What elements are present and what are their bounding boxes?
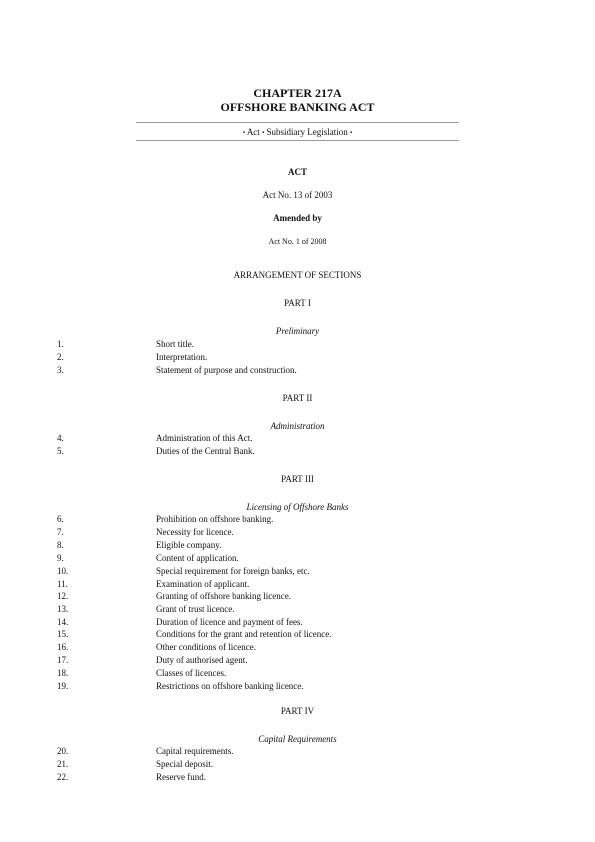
section-title: Special deposit. [156, 759, 213, 769]
section-number: 16. [57, 642, 69, 652]
section-row [0, 641, 595, 654]
section-title: Examination of applicant. [156, 579, 250, 589]
section-row [0, 745, 595, 758]
part-subheading: Administration [270, 421, 325, 431]
section-title: Interpretation. [156, 352, 208, 362]
section-title: Duration of licence and payment of fees. [156, 617, 303, 627]
section-number: 1. [57, 339, 64, 349]
act-label: ACT [287, 167, 307, 177]
section-title: Duties of the Central Bank. [156, 446, 255, 456]
section-number: 13. [57, 604, 69, 614]
nav-link-act[interactable]: Act [246, 127, 260, 137]
section-row [0, 680, 595, 693]
section-title: Other conditions of licence. [156, 642, 256, 652]
act-title: OFFSHORE BANKING ACT [220, 100, 375, 114]
section-row [0, 338, 595, 351]
section-title: Special requirement for foreign banks, etc. [156, 566, 310, 576]
part-heading: PART I [284, 298, 311, 308]
section-number: 5. [57, 446, 64, 456]
section-row [0, 758, 595, 771]
section-title: Necessity for licence. [156, 527, 234, 537]
arrangement-title: ARRANGEMENT OF SECTIONS [233, 270, 362, 280]
chapter-number: CHAPTER 217A [253, 86, 342, 100]
section-number: 19. [57, 681, 69, 691]
section-title: Granting of offshore banking licence. [156, 591, 292, 601]
section-number: 4. [57, 433, 64, 443]
section-number: 18. [57, 668, 69, 678]
section-row [0, 526, 595, 539]
section-row [0, 552, 595, 565]
section-row [0, 628, 595, 641]
section-number: 2. [57, 352, 64, 362]
part-subheading: Licensing of Offshore Banks [246, 502, 349, 512]
section-row [0, 603, 595, 616]
part-heading: PART II [282, 393, 313, 403]
section-row [0, 590, 595, 603]
document-nav [0, 126, 595, 139]
section-title: Reserve fund. [156, 772, 206, 782]
nav-bullet: ▪ [349, 130, 353, 136]
section-number: 21. [57, 759, 69, 769]
section-number: 9. [57, 553, 64, 563]
part-heading: PART III [281, 474, 314, 484]
section-title: Duty of authorised agent. [156, 655, 248, 665]
section-number: 11. [57, 579, 68, 589]
section-number: 8. [57, 540, 64, 550]
section-row [0, 539, 595, 552]
section-row [0, 667, 595, 680]
section-number: 10. [57, 566, 69, 576]
section-row [0, 565, 595, 578]
section-number: 3. [57, 365, 64, 375]
nav-link-subsidiary-legislation[interactable]: Subsidiary Legislation [266, 127, 348, 137]
section-number: 22. [57, 772, 69, 782]
act-number: Act No. 13 of 2003 [262, 190, 333, 200]
section-title: Conditions for the grant and retention of licence. [156, 629, 332, 639]
part-subheading: Preliminary [275, 326, 320, 336]
section-title: Eligible company. [156, 540, 222, 550]
part-subheading: Capital Requirements [258, 734, 337, 744]
section-title: Grant of trust licence. [156, 604, 235, 614]
section-number: 15. [57, 629, 69, 639]
nav-bullet: ▪ [262, 130, 265, 136]
part-heading: PART IV [280, 706, 315, 716]
section-number: 20. [57, 746, 69, 756]
section-title: Content of application. [156, 553, 239, 563]
section-number: 6. [57, 514, 64, 524]
section-title: Administration of this Act. [156, 433, 253, 443]
section-title: Classes of licences. [156, 668, 227, 678]
section-number: 14. [57, 617, 69, 627]
section-row [0, 513, 595, 526]
section-row [0, 654, 595, 667]
section-title: Capital requirements. [156, 746, 234, 756]
nav-bullet: ▪ [242, 130, 246, 136]
section-row [0, 432, 595, 445]
section-title: Statement of purpose and construction. [156, 365, 297, 375]
section-number: 7. [57, 527, 64, 537]
section-row [0, 445, 595, 458]
section-row [0, 351, 595, 364]
section-title: Short title. [156, 339, 194, 349]
nav-bottom-rule [136, 140, 459, 141]
section-title: Restrictions on offshore banking licence. [156, 681, 304, 691]
section-row [0, 364, 595, 377]
amending-act: Act No. 1 of 2008 [268, 237, 327, 246]
amended-by-label: Amended by [273, 213, 322, 223]
section-number: 12. [57, 591, 69, 601]
section-title: Prohibition on offshore banking. [156, 514, 274, 524]
nav-top-rule [136, 122, 459, 123]
section-number: 17. [57, 655, 69, 665]
section-row [0, 771, 595, 784]
